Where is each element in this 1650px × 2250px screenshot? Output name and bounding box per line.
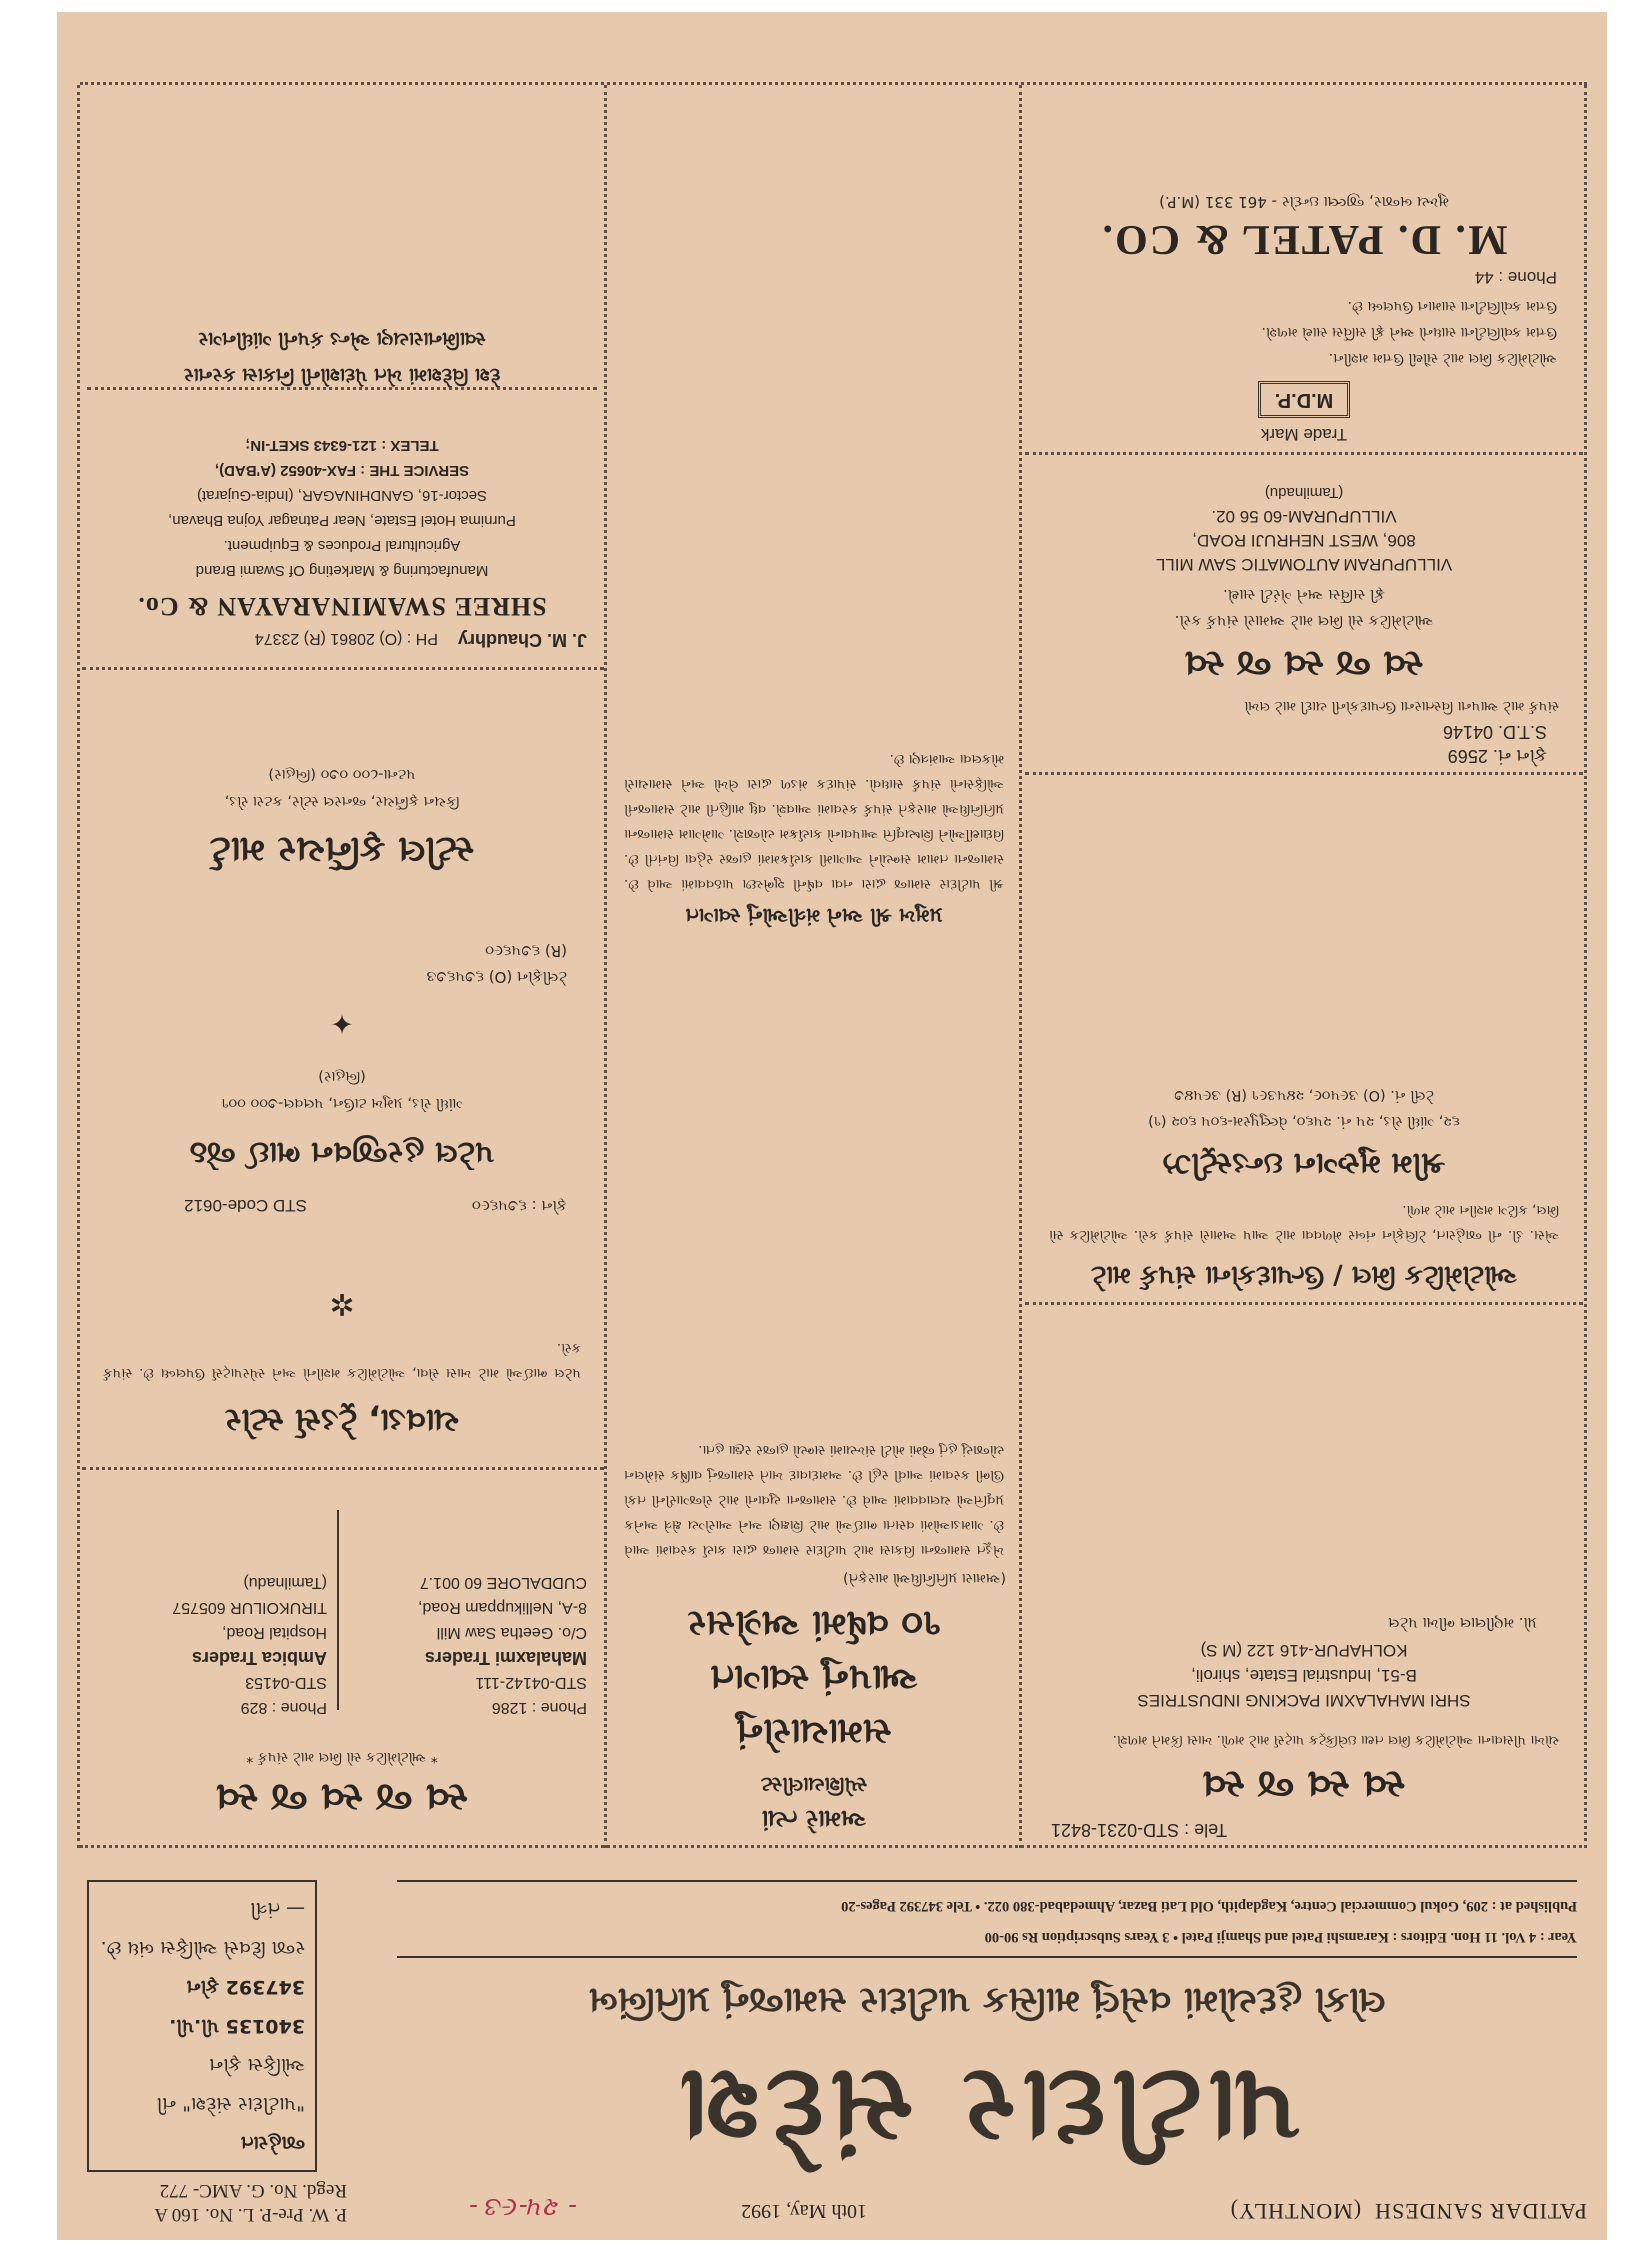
trade-mark-logo: M.D.P. <box>1258 381 1351 418</box>
article-body: ખેડૂત સમાજના વિકાસ માટે પાટીદાર સમાજ દ્વારા કાર્ય કરવામાં આવે છે. ગામડાઓમાં વસતા ભાઈઓ માટે શિક્ષણ અને આરોગ્ય ક્ષેત્રે અનેક પ્રવૃત્તિઓ ચલાવવામાં આવે છે. સમાજના યુવાનો માટે રોજગારીની તકો ઊભી કરવામાં આવી રહી છે. અમદાવાદ ખાતે સમાજનું વાર્ષિક સંમેલન યોજાયું હતું જેમાં મોટી સંખ્યામાં સભ્યો હાજર રહ્યા હતા. <box>624 1442 1004 1558</box>
ad-steel-furniture: સ્ટીલ ફર્નિચર માર્ટ કિચન ફર્નિચર, જનરલ સ્ટોર, કટરા રોડ, પટના-૮૦૦ ૦૭૦ (બિહાર) <box>209 766 475 870</box>
frequency: (MONTHLY) <box>1229 2199 1362 2224</box>
masthead-tagline: લોકો હૃદયોમાં વસેલું માસિક પાટીદાર સમાજનું પ્રતિબિંબ <box>588 1980 1386 2021</box>
postal-registration: P. W. Pre-P. L. No. 160 A Regd. No. G. AMC- 772 <box>154 2180 347 2225</box>
ambica-traders: Phone : 829 STD-04153 Ambica Traders Hospital Road, TIRUKOILUR 605757 (Tamilnadu) <box>172 1574 327 1716</box>
section-heading: પ્રમુખ શ્રી અને મંત્રીઓનું સ્વાગત <box>685 904 943 928</box>
issue-date: 10th May, 1992 <box>741 2200 867 2222</box>
company-name: SHREE SWAMINARAYAN & Co. <box>137 592 547 621</box>
article-headline: સમાચારોનું આપનું સ્વાગત ૧૦ વર્ષમાં અગ્રેસર <box>687 1603 941 1752</box>
imprint: Year : 4 Vol. 11 Hon. Editors : Karamshi Patel and Shamji Patel • 3 Years Subscription Rs 90-00 Published at : 209, Gokul Commercial Centre, Kagdapith, Old Lati Bazar, Ahmedabad-380 022. • Tele 347392 Pages-20 <box>841 1898 1577 1945</box>
mahalaxmi-traders: Phone : 1286 STD-04142-111 Mahalaxmi Traders C/o. Geetha Saw Mill 8-A, Nellikuppam Road, CUDDALORE 60 001.7 <box>418 1574 587 1716</box>
ad-shree-swaminarayan: J. M. Chaudhry PH : (O) 20861 (R) 23374 SHREE SWAMINARAYAN & Co. Manufacturing & Marketing Of Swami Brand Agricultural Produces & Equipment. Purnima Hotel Estate, Near Patnagar Yojna Bhavan, Sector-16, GANDHINAGAR, (India-Gujarat) SERVICE THE : FAX-40652 (A'BAD), TELEX : 121-6343 SKET-IN; દેશ વિદેશમાં ખેત પેદાશોની નિકાસ કરનાર સ્વામિનારાયણ એન્ડ કંપની ગાંધીનગર <box>87 90 597 660</box>
newspaper-page <box>57 12 1607 2240</box>
ad-heading: સ્વ સ્વ જ સ્વ <box>1202 1763 1406 1807</box>
subscription-box: જાહેરાત "પાટીદાર સંદેશ" ની ઓફિસ ફોન 340135 પી.પી. 347392 ફોન રજા દિવસે ઓફિસ બંધ છે. — તંત્રી <box>87 1880 317 2172</box>
ad-villupuram-saw-mill: ફોન નં. 2569 S.T.D. 04146 સંપર્ક માટે આપના વિસ્તારના ઉત્પાદકોની યાદી માટે લખો સ્વ જ સ્વ જ સ્વ ઓટોમેટિક સો મિલ માટે અમારો સંપર્ક કરો. ફ્રી સર્વિસ અને ગેરંટી સાથે. VILLUPURAM AUTOMATIC SAW MILL 806, WEST NEHRUJI ROAD, VILLUPURAM-60 56 02. (Tamilnadu) <box>1155 484 1559 766</box>
rotated-sheet <box>57 12 1607 2240</box>
masthead <box>77 1858 1587 2228</box>
ad-patel-harjivan: ચાવડા, ટ્રેડર્સ સ્ટોર પટેલ ભાઈઓ માટે ખાસ સેવા, ઓટોમેટિક મશીનો અને સ્પેરપાર્ટ્સ ઉપલબ્ધ છે. સંપર્ક કરો. ✲ STD Code-0612 ફોન : ૬૭૫૬૯૦ પટેલ હરજીવન ભાઈ જેઠ ગાંધી રોડ, પ્રમુખ ટાઉન, પલવલ-૭૦૦ ૦૦૧ (બિહાર) ✦ ટેલીફોન (O) ૬૭૫૬૭૩ (R) ૬૭૫૬૯૦ <box>103 942 581 1440</box>
masthead-title: પાટીદાર સંદેશ <box>673 2047 1301 2169</box>
company-name: M. D. PATEL & CO. <box>1100 216 1508 262</box>
article-body-2: શ્રી પાટીદાર સમાજ દ્વારા નવા વર્ષની શુભેચ્છા પાઠવવામાં આવે છે. સમાજના તમામ સભ્યોને આગામી કાર્યક્રમમાં હાજર રહેવા વિનંતી છે. વિદ્યાર્થીઓને શિષ્યવૃત્તિ આપવાનો કાર્યક્રમ યોજાશે. ગામેગામ સમાજના પ્રતિનિધિઓ મારફતે સંપર્ક કરવામાં આવશે. વધુ માહિતી માટે સમાજની ઓફિસનો સંપર્ક સાધવો. સંપાદક મંડળ દ્વારા લેખો અને સમાચારો મોકલવા આમંત્રણ છે. <box>624 751 1004 892</box>
ad-md-patel: Trade Mark M.D.P. ઓટોમેટિક મિલ માટે સૌથી ઉત્તમ મશીન. ઉત્તમ ક્વોલિટીના સાધનો અને ફ્રી સર્વિસ સાથે મળશે. ઉત્તમ ક્વોલિટીના સામાન ઉપલબ્ધ છે. Phone : 44 M. D. PATEL & CO. મુખ્ય બજાર, જીલ્લા ઇન્દોર - 461 331 (M.P.) <box>1031 90 1577 448</box>
ad-automatic-mill-contact: ઓટોમેટિક મિલ / ઉત્પાદકોના સંપર્ક માટે એસ. ડી. ની જાહેરાત, ટેલિફોન નંબર મેળવવા માટે આપ અમારો સંપર્ક કરો. ઓટોમેટિક સો મિલ, કટિંગ મશીન માટે મળો. શ્રીમ મુરુગન ઇન્ડસ્ટ્રીઝ ૬૨, ગાંધી રોડ, ૨૫ નં. ૨૫૬૦, વેલ્લુપુરમ-૬૦૫ ૬૦૨ (૧) ટેલી નં. (O) ૩૯૫૦૯, ૨૪૫૩૯૧ (R) ૩૯૫૪૭ <box>1049 1087 1559 1290</box>
ad-traders: સ્વ જ સ્વ જ સ્વ * ઓટોમેટિક સો મિલ માટે સંપર્ક * Phone : 1286 STD-04142-111 Mahalaxmi Traders C/o. Geetha Saw Mill 8-A, Nellikuppam Road, CUDDALORE 60 001.7 Phone : 829 STD-04153 Ambica Traders Hospital Road, TIRUKOILUR 605757 (Tamilnadu) <box>87 1480 597 1840</box>
handwritten-stamp: - ૨૫-૯૩ - <box>469 2192 577 2222</box>
paper-name: PATIDAR SANDESH <box>1374 2199 1587 2224</box>
paper-name-en <box>1027 2194 1587 2224</box>
ad-mahalaxmi-packing: Tele : STD-0231-8421 સ્વ સ્વ જ સ્વ ચોખા પીસવાના ઓટોમેટિક મિલ તથા ઇલેક્ટ્રિક પાર્ટ્સ માટે મળો. ખાસ કિંમતે મળશે. SHRI MAHALAXMI PACKING INDUSTRIES B-51, Industrial Estate, shiroli, KOLHAPUR-416 122 (M S) પ્રો. મણીલાલ ભીખા પટેલ <box>1031 1310 1577 1840</box>
news-article: અમારે ત્યાં સ્પેશિયાલીસ્ટ સમાચારોનું આપનું સ્વાગત ૧૦ વર્ષમાં અગ્રેસર (અમારા પ્રતિનિધિઓ મારફતે) ખેડૂત સમાજના વિકાસ માટે પાટીદાર સમાજ દ્વારા કાર્ય કરવામાં આવે છે. ગામડાઓમાં વસતા ભાઈઓ માટે શિક્ષણ અને આરોગ્ય ક્ષેત્રે અનેક પ્રવૃત્તિઓ ચલાવવામાં આવે છે. સમાજના યુવાનો માટે રોજગારીની તકો ઊભી કરવામાં આવી રહી છે. અમદાવાદ ખાતે સમાજનું વાર્ષિક સંમેલન યોજાયું હતું જેમાં મોટી સંખ્યામાં સભ્યો હાજર રહ્યા હતા. પ્રમુખ શ્રી અને મંત્રીઓનું સ્વાગત શ્રી પાટીદાર સમાજ દ્વારા નવા વર્ષની શુભેચ્છા પાઠવવામાં આવે છે. સમાજના તમામ સભ્યોને આગામી કાર્યક્રમમાં હાજર રહેવા વિનંતી છે. વિદ્યાર્થીઓને શિષ્યવૃત્તિ આપવાનો કાર્યક્રમ યોજાશે. ગામેગામ સમાજના પ્રતિનિધિઓ મારફતે સંપર્ક કરવામાં આવશે. વધુ માહિતી માટે સમાજની ઓફિસનો સંપર્ક સાધવો. સંપાદક મંડળ દ્વારા લેખો અને સમાચારો મોકલવા આમંત્રણ છે. <box>616 90 1012 1840</box>
